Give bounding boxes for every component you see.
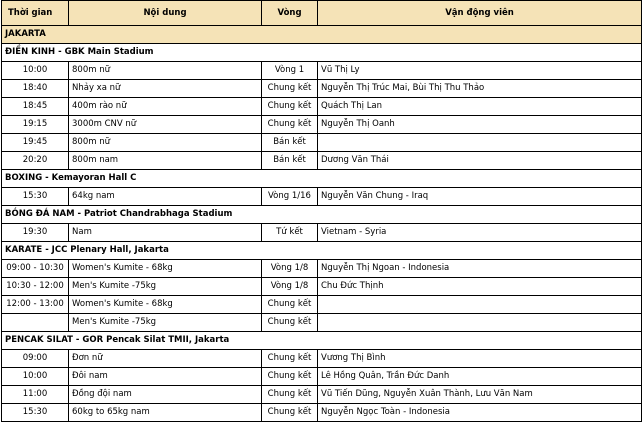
header-time: Thời gian (2, 1, 69, 26)
venue-label: KARATE - JCC Plenary Hall, Jakarta (2, 242, 642, 260)
cell-content: 800m nữ (69, 134, 262, 152)
table-row (2, 386, 642, 404)
cell-round: Chung kết (262, 116, 318, 134)
cell-content: Đôi nam (69, 368, 262, 386)
header-round: Vòng (262, 1, 318, 26)
cell-athlete: Vương Thị Bình (318, 350, 642, 368)
cell-round: Vòng 1 (262, 62, 318, 80)
cell-time: 18:45 (2, 98, 69, 116)
table-row (2, 152, 642, 170)
table-row (2, 260, 642, 278)
cell-athlete: Lê Hồng Quân, Trần Đức Danh (318, 368, 642, 386)
cell-athlete (318, 296, 642, 314)
cell-athlete: Nguyễn Văn Chung - Iraq (318, 188, 642, 206)
cell-round: Vòng 1/16 (262, 188, 318, 206)
cell-time: 15:30 (2, 404, 69, 422)
header-content: Nội dung (69, 1, 262, 26)
cell-round: Bán kết (262, 152, 318, 170)
cell-athlete: Nguyễn Thị Ngoan - Indonesia (318, 260, 642, 278)
venue-row (2, 332, 642, 350)
table-row (2, 80, 642, 98)
venue-row (2, 170, 642, 188)
venue-label: BÓNG ĐÁ NAM - Patriot Chandrabhaga Stadium (2, 206, 642, 224)
table-row (2, 314, 642, 332)
header-row (2, 1, 642, 26)
cell-round: Chung kết (262, 404, 318, 422)
header-athlete: Vận động viên (318, 1, 642, 26)
cell-athlete: Chu Đức Thịnh (318, 278, 642, 296)
table-row (2, 98, 642, 116)
cell-round: Vòng 1/8 (262, 260, 318, 278)
cell-time: 09:00 - 10:30 (2, 260, 69, 278)
table-body (2, 26, 642, 422)
cell-round: Tứ kết (262, 224, 318, 242)
table-row (2, 404, 642, 422)
region-label: JAKARTA (2, 26, 642, 44)
venue-row (2, 206, 642, 224)
cell-time: 15:30 (2, 188, 69, 206)
cell-content: 800m nữ (69, 62, 262, 80)
cell-round: Chung kết (262, 386, 318, 404)
cell-content: Nam (69, 224, 262, 242)
cell-content: Nhảy xa nữ (69, 80, 262, 98)
cell-athlete: Vietnam - Syria (318, 224, 642, 242)
table-row (2, 368, 642, 386)
cell-athlete: Nguyễn Thị Trúc Mai, Bùi Thị Thu Thảo (318, 80, 642, 98)
cell-athlete: Nguyễn Thị Oanh (318, 116, 642, 134)
cell-content: 400m rào nữ (69, 98, 262, 116)
cell-time (2, 314, 69, 332)
table-row (2, 188, 642, 206)
cell-round: Vòng 1/8 (262, 278, 318, 296)
table-header (2, 1, 642, 26)
table-row (2, 134, 642, 152)
venue-label: BOXING - Kemayoran Hall C (2, 170, 642, 188)
cell-athlete: Quách Thị Lan (318, 98, 642, 116)
cell-content: Men's Kumite -75kg (69, 278, 262, 296)
cell-round: Chung kết (262, 80, 318, 98)
venue-row (2, 242, 642, 260)
cell-round: Chung kết (262, 98, 318, 116)
venue-label: PENCAK SILAT - GOR Pencak Silat TMII, Jakarta (2, 332, 642, 350)
table-row (2, 62, 642, 80)
cell-time: 11:00 (2, 386, 69, 404)
cell-round: Bán kết (262, 134, 318, 152)
table-row (2, 278, 642, 296)
schedule-table (1, 0, 642, 422)
cell-time: 10:30 - 12:00 (2, 278, 69, 296)
cell-time: 19:30 (2, 224, 69, 242)
cell-content: Women's Kumite - 68kg (69, 296, 262, 314)
table-row (2, 296, 642, 314)
cell-athlete: Nguyễn Ngọc Toàn - Indonesia (318, 404, 642, 422)
cell-time: 18:40 (2, 80, 69, 98)
cell-athlete (318, 314, 642, 332)
table-row (2, 116, 642, 134)
cell-athlete: Vũ Tiến Dũng, Nguyễn Xuân Thành, Lưu Văn Nam (318, 386, 642, 404)
venue-row (2, 44, 642, 62)
cell-time: 12:00 - 13:00 (2, 296, 69, 314)
cell-time: 19:15 (2, 116, 69, 134)
cell-content: 60kg to 65kg nam (69, 404, 262, 422)
cell-content: 64kg nam (69, 188, 262, 206)
cell-time: 20:20 (2, 152, 69, 170)
cell-time: 19:45 (2, 134, 69, 152)
cell-round: Chung kết (262, 314, 318, 332)
cell-athlete: Dương Văn Thái (318, 152, 642, 170)
cell-round: Chung kết (262, 296, 318, 314)
cell-athlete: Vũ Thị Ly (318, 62, 642, 80)
cell-round: Chung kết (262, 368, 318, 386)
table-row (2, 224, 642, 242)
schedule-sheet (1, 0, 641, 422)
table-row (2, 350, 642, 368)
cell-time: 10:00 (2, 368, 69, 386)
cell-time: 09:00 (2, 350, 69, 368)
cell-content: 3000m CNV nữ (69, 116, 262, 134)
cell-content: Đơn nữ (69, 350, 262, 368)
cell-content: 800m nam (69, 152, 262, 170)
region-row (2, 26, 642, 44)
cell-content: Women's Kumite - 68kg (69, 260, 262, 278)
cell-athlete (318, 134, 642, 152)
venue-label: ĐIỀN KINH - GBK Main Stadium (2, 44, 642, 62)
cell-time: 10:00 (2, 62, 69, 80)
cell-content: Men's Kumite -75kg (69, 314, 262, 332)
cell-content: Đồng đội nam (69, 386, 262, 404)
cell-round: Chung kết (262, 350, 318, 368)
